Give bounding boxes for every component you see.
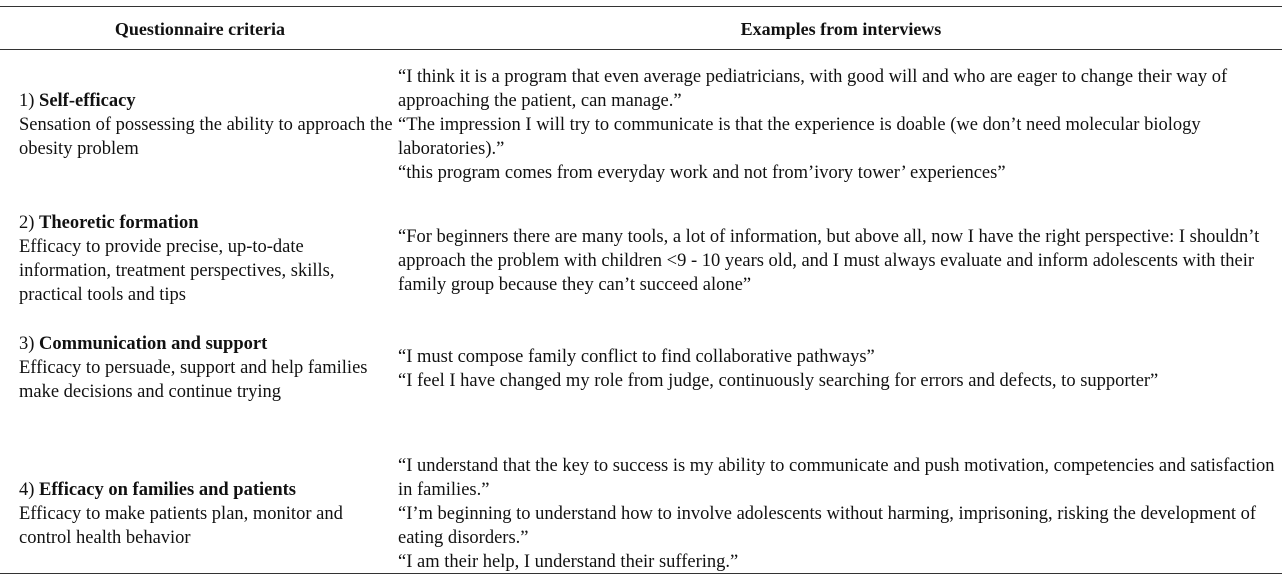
criterion-efficacy-families (19, 478, 394, 550)
criterion-number: 1) (19, 91, 35, 111)
criterion-self-efficacy (19, 89, 394, 161)
bottom-rule (0, 573, 1282, 574)
column-header-criteria: Questionnaire criteria (114, 19, 286, 39)
criterion-theoretic-formation (19, 211, 394, 307)
column-header-examples: Examples from interviews (740, 19, 942, 39)
top-rule (0, 6, 1282, 7)
interview-quote: “I’m beginning to understand how to involve adolescents without harming, imprisoning, risking the development of eating disorders.” (398, 504, 1257, 548)
criterion-title (19, 332, 394, 356)
examples-communication-support (398, 345, 1278, 393)
criterion-name: Self-efficacy (39, 91, 136, 111)
header-rule (0, 49, 1282, 50)
interview-quote: “I must compose family conflict to find collaborative pathways” (398, 347, 875, 367)
criterion-description: Sensation of possessing the ability to approach the obesity problem (19, 115, 393, 159)
interview-quote: “I feel I have changed my role from judge, continuously searching for errors and defects, to supporter” (398, 371, 1159, 391)
criterion-title (19, 211, 394, 235)
criterion-description: Efficacy to provide precise, up-to-date information, treatment perspectives, skills, practical tools and tips (19, 237, 335, 305)
interview-quote: “I understand that the key to success is my ability to communicate and push motivation, competencies and satisfaction in families.” (398, 456, 1275, 500)
interview-quote: “I think it is a program that even average pediatricians, with good will and who are eager to change their way of approaching the patient, can manage.” (398, 67, 1228, 111)
interview-quote: “this program comes from everyday work and not from’ivory tower’ experiences” (398, 163, 1006, 183)
criterion-communication-support (19, 332, 394, 404)
interview-quote: “The impression I will try to communicate is that the experience is doable (we don’t need molecular biology laboratories).” (398, 115, 1201, 159)
criterion-number: 4) (19, 480, 35, 500)
examples-efficacy-families (398, 454, 1278, 574)
criterion-name: Efficacy on families and patients (39, 480, 296, 500)
criterion-name: Theoretic formation (39, 213, 199, 233)
criterion-description: Efficacy to persuade, support and help families make decisions and continue trying (19, 358, 368, 402)
examples-theoretic-formation (398, 225, 1278, 297)
criterion-description: Efficacy to make patients plan, monitor and control health behavior (19, 504, 343, 548)
criterion-number: 2) (19, 213, 35, 233)
criterion-number: 3) (19, 334, 35, 354)
criterion-title (19, 89, 394, 113)
criterion-title (19, 478, 394, 502)
interview-quote: “I am their help, I understand their suffering.” (398, 552, 739, 572)
interview-quote: “For beginners there are many tools, a lot of information, but above all, now I have the right perspective: I shouldn’t approach the problem with children <9 - 10 years old, and I must always evaluate and inform adolescents with their family group because they can’t succeed alone” (398, 227, 1260, 295)
examples-self-efficacy (398, 65, 1278, 185)
criterion-name: Communication and support (39, 334, 268, 354)
